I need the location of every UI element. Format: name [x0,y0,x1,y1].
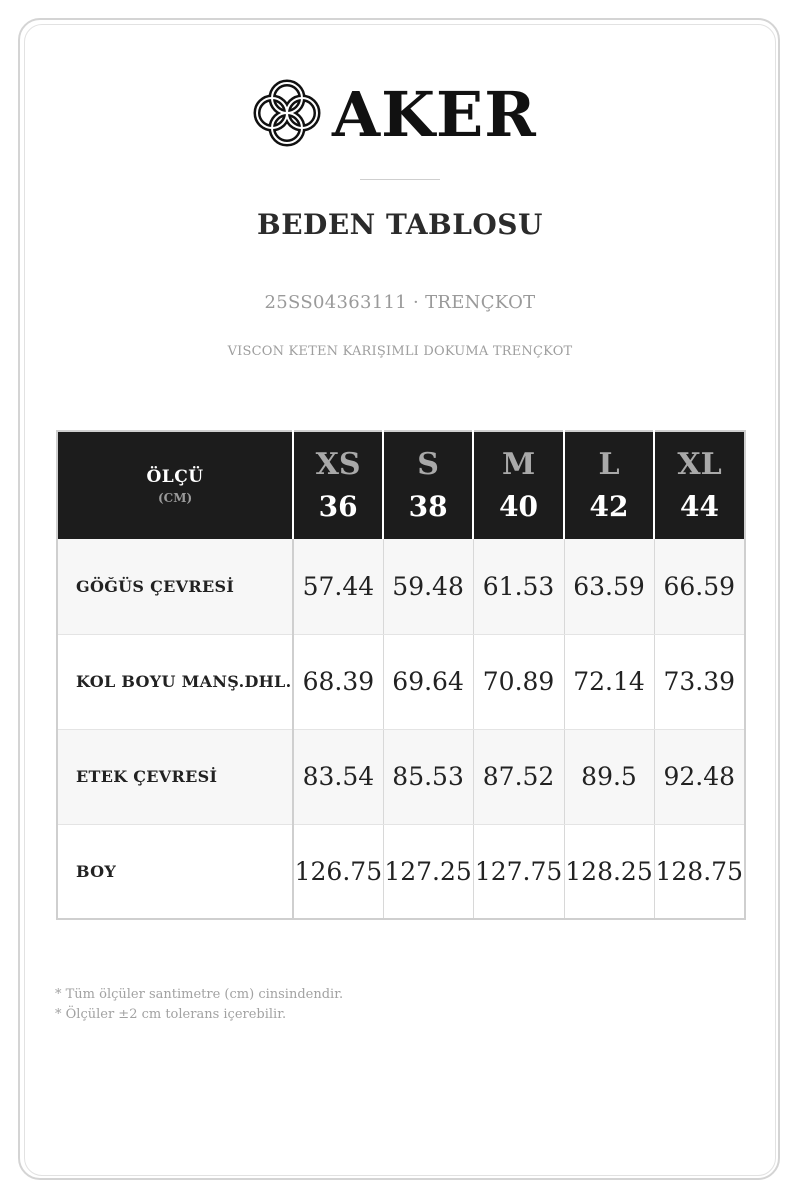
row-label: ETEK ÇEVRESİ [57,729,293,824]
brand-logo [252,78,552,150]
size-header-xl [654,431,745,539]
table-cell: 57.44 [293,539,383,634]
footnote: * Ölçüler ±2 cm tolerans içerebilir. [55,1007,287,1022]
table-cell: 61.53 [473,539,564,634]
measure-header-unit: (CM) [157,490,193,505]
size-header-row [57,431,745,539]
table-cell: 87.52 [473,729,564,824]
table-cell: 73.39 [654,634,745,729]
row-label: KOL BOYU MANŞ.DHL. [57,634,293,729]
brand-name: AKER [332,78,537,151]
size-header-s [383,431,473,539]
table-cell: 127.75 [473,824,564,919]
table-cell: 83.54 [293,729,383,824]
table-cell: 128.25 [564,824,654,919]
product-code: 25SS04363111 · TRENÇKOT [264,292,536,313]
table-cell: 68.39 [293,634,383,729]
size-number: 40 [499,489,539,523]
measure-header-label: ÖLÇÜ [146,466,204,487]
size-number: 38 [408,489,448,523]
product-description: VISCON KETEN KARIŞIMLI DOKUMA TRENÇKOT [227,344,573,359]
row-label: BOY [57,824,293,919]
footnotes [55,985,343,1025]
table-cell: 92.48 [654,729,745,824]
table-row-hem [57,729,745,824]
table-cell: 69.64 [383,634,473,729]
table-row-chest [57,539,745,634]
size-number: 44 [680,489,719,523]
size-letter: L [598,446,620,482]
row-label: GÖĞÜS ÇEVRESİ [57,539,293,634]
knot-logo-icon [252,78,322,148]
page-title: BEDEN TABLOSU [257,208,543,241]
footnote: * Tüm ölçüler santimetre (cm) cinsindendir. [55,987,344,1002]
measure-header [57,431,293,539]
table-cell: 72.14 [564,634,654,729]
size-number: 36 [318,489,358,523]
size-table [56,430,746,920]
table-cell: 89.5 [564,729,654,824]
table-row-length [57,824,745,919]
size-letter: XL [677,446,722,482]
size-header-l [564,431,654,539]
title-divider [360,179,440,180]
table-cell: 127.25 [383,824,473,919]
size-letter: M [501,446,536,482]
table-cell: 128.75 [654,824,745,919]
table-cell: 70.89 [473,634,564,729]
size-letter: XS [315,446,361,482]
size-header-m [473,431,564,539]
size-letter: S [417,446,439,482]
table-cell: 85.53 [383,729,473,824]
table-row-sleeve [57,634,745,729]
size-header-xs [293,431,383,539]
table-cell: 63.59 [564,539,654,634]
table-cell: 59.48 [383,539,473,634]
size-number: 42 [589,489,629,523]
table-cell: 66.59 [654,539,745,634]
table-cell: 126.75 [293,824,383,919]
